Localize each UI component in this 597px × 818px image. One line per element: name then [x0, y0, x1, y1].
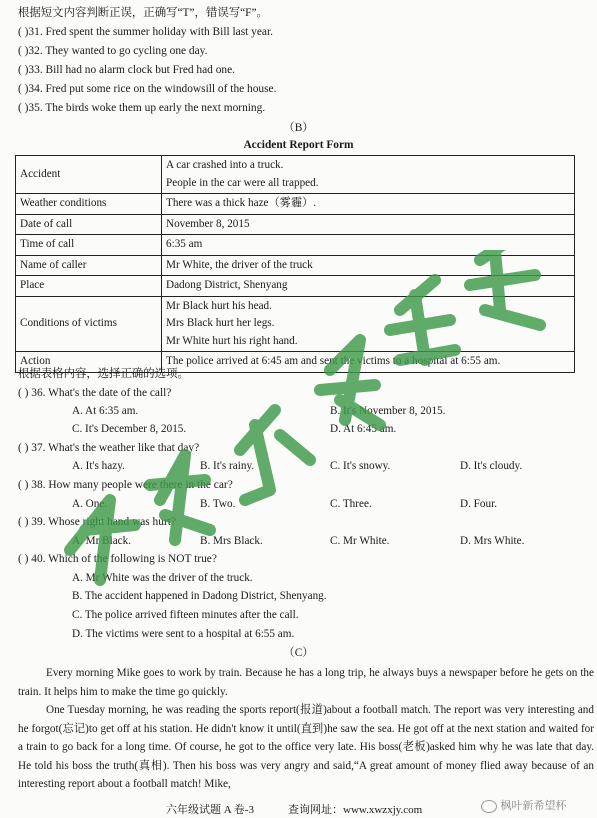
option: A. It's hazy.: [72, 460, 125, 472]
value-line: People in the car were all trapped.: [166, 176, 319, 189]
option: D. At 6:45 am.: [330, 423, 397, 435]
accident-report-table: [15, 155, 575, 373]
option: A. At 6:35 am.: [72, 405, 139, 417]
value-line: Mrs Black hurt her legs.: [166, 317, 275, 329]
part-a-instruction: 根据短文内容判断正误，正确写“T”，错误写“F”。: [18, 7, 268, 19]
option: D. Mrs White.: [460, 535, 525, 547]
section-b-instruction: 根据表格内容，选择正确的选项。: [18, 368, 189, 380]
table-row: [16, 214, 575, 235]
section-c-label: （C）: [283, 647, 314, 659]
row-key: Weather conditions: [16, 194, 162, 215]
question-32: ( )32. They wanted to go cycling one day.: [18, 45, 208, 57]
question-34: ( )34. Fred put some rice on the windowsill of the house.: [18, 83, 277, 95]
question-37: ( ) 37. What's the weather like that day?: [18, 442, 200, 454]
option: B. The accident happened in Dadong District, Shenyang.: [72, 590, 327, 602]
option: D. Four.: [460, 498, 497, 510]
row-key: Action: [16, 352, 162, 373]
row-value: November 8, 2015: [162, 214, 575, 235]
option: A. One.: [72, 498, 108, 510]
option: C. The police arrived fifteen minutes after the call.: [72, 609, 299, 621]
option: C. It's snowy.: [330, 460, 391, 472]
option: B. It's rainy.: [200, 460, 255, 472]
row-key: Place: [16, 276, 162, 297]
form-title: Accident Report Form: [243, 139, 354, 151]
row-value: 6:35 am: [162, 235, 575, 256]
question-36: ( ) 36. What's the date of the call?: [18, 387, 172, 399]
table-row: [16, 235, 575, 256]
row-value: There was a thick haze（雾霾）.: [162, 194, 575, 215]
paragraph: Every morning Mike goes to work by train. Because he has a long trip, he always buys a newspaper before he gets on the train. It helps him to make the time go quickly.: [18, 667, 594, 698]
row-key: Accident: [16, 156, 162, 194]
page-info: 六年级试题 A 卷-3: [166, 804, 254, 816]
row-value: [162, 296, 575, 352]
value-line: A car crashed into a truck.: [166, 159, 284, 171]
option: B. Two.: [200, 498, 236, 510]
option: A. Mr Black.: [72, 535, 132, 547]
value-line: Mr Black hurt his head.: [166, 299, 272, 312]
table-row: [16, 156, 575, 194]
question-40: ( ) 40. Which of the following is NOT true?: [18, 553, 217, 565]
table-row: [16, 276, 575, 297]
question-33: ( )33. Bill had no alarm clock but Fred had one.: [18, 64, 236, 76]
row-key: Date of call: [16, 214, 162, 235]
value-line: Mr White hurt his right hand.: [166, 334, 298, 347]
row-value: Mr White, the driver of the truck: [162, 255, 575, 276]
footer-url: 查询网址：www.xwzxjy.com: [288, 804, 423, 816]
paragraph: One Tuesday morning, he was reading the sports report(报道)about a football match. The report was very interesting and he forgot(忘记)to get off at his station. He didn't know it until(直到)he saw the sea. He got off at the next station and waited for a train to go back for a long time. Of course, he got to the office very late. His boss(老板)asked him why he was late that day. He told his boss the truth(真相). Then his boss was very angry and said,“A great amount of money flied away because of an interesting report about a football match! Mike,: [18, 704, 594, 791]
row-key: Time of call: [16, 235, 162, 256]
row-value: [162, 156, 575, 194]
question-38: ( ) 38. How many people were there in the car?: [18, 479, 233, 491]
option: C. Mr White.: [330, 535, 390, 547]
question-35: ( )35. The birds woke them up early the next morning.: [18, 102, 266, 114]
wechat-icon: [481, 800, 497, 813]
row-key: Conditions of victims: [16, 296, 162, 352]
option: C. Three.: [330, 498, 372, 510]
table-row: [16, 255, 575, 276]
wechat-logo: [481, 799, 567, 814]
option: C. It's December 8, 2015.: [72, 423, 187, 435]
option: B. It's November 8, 2015.: [330, 405, 446, 417]
watermark-logo-text: 枫叶新希望杯: [500, 799, 567, 812]
row-value: Dadong District, Shenyang: [162, 276, 575, 297]
option: D. The victims were sent to a hospital at 6:55 am.: [72, 628, 295, 640]
question-39: ( ) 39. Whose right hand was hurt?: [18, 516, 176, 528]
table-row: [16, 296, 575, 352]
row-key: Name of caller: [16, 255, 162, 276]
row-value: The police arrived at 6:45 am and sent the victims to a hospital at 6:55 am.: [162, 352, 575, 373]
section-b-label: （B）: [283, 122, 314, 134]
option: B. Mrs Black.: [200, 535, 263, 547]
option: D. It's cloudy.: [460, 460, 523, 472]
option: A. Mr White was the driver of the truck.: [72, 572, 253, 584]
question-31: ( )31. Fred spent the summer holiday with Bill last year.: [18, 26, 273, 38]
table-row: [16, 194, 575, 215]
